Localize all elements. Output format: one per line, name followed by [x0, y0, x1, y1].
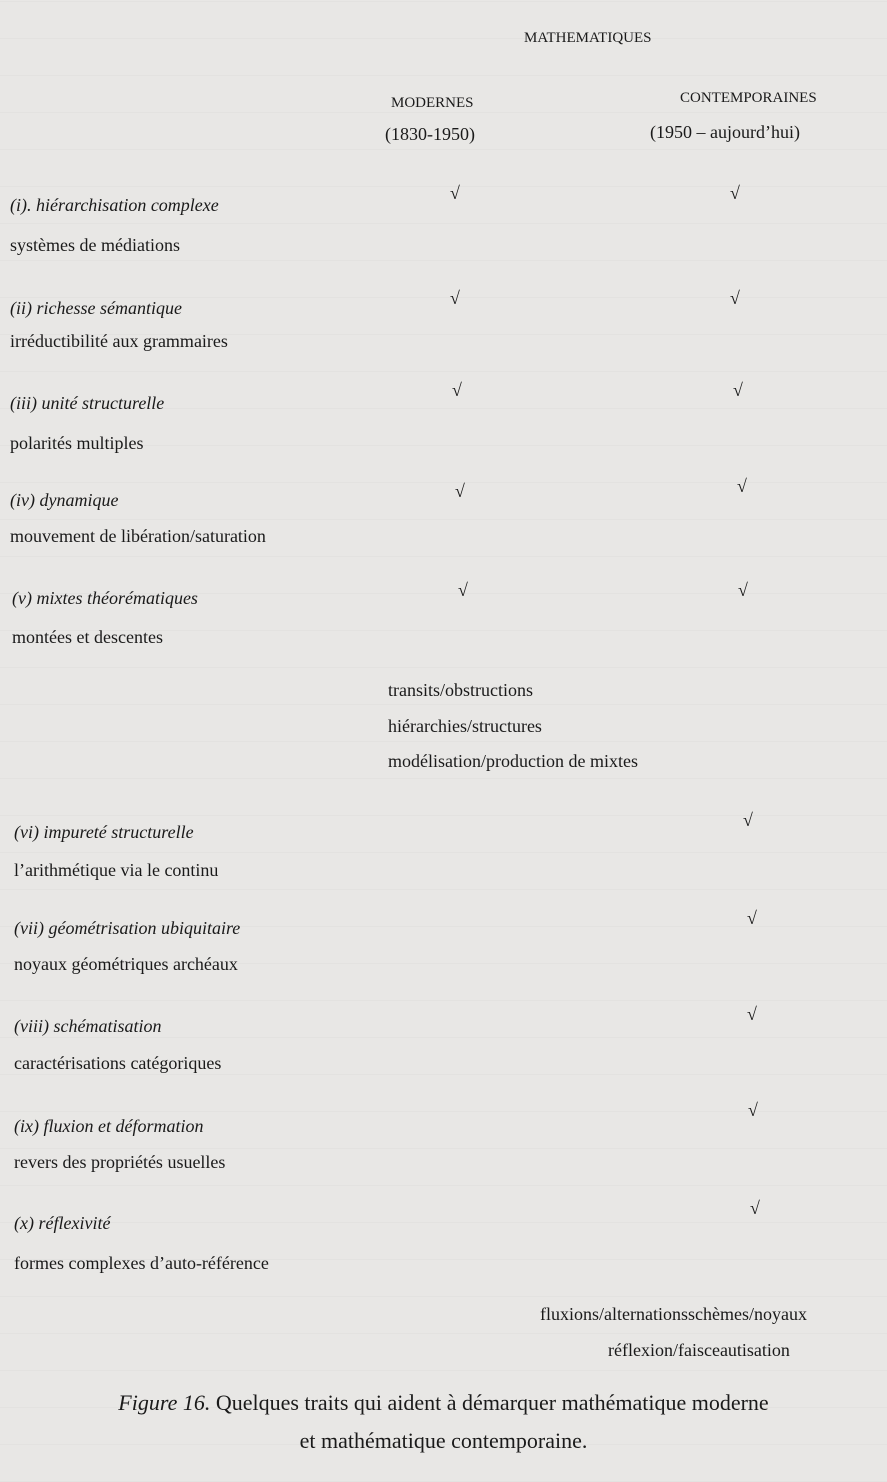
- feature-description: systèmes de médiations: [10, 235, 180, 255]
- check-mark-modernes: √: [458, 580, 468, 600]
- check-mark-modernes: √: [450, 288, 460, 308]
- feature-description: formes complexes d’auto-référence: [14, 1253, 269, 1273]
- check-mark-contemporaines: √: [748, 1100, 758, 1120]
- check-mark-contemporaines: √: [747, 908, 757, 928]
- caption-text: Quelques traits qui aident à démarquer mathématique moderne: [210, 1390, 769, 1415]
- feature-label: (i). hiérarchisation complexe: [10, 195, 219, 215]
- note: réflexion/faisceautisation: [608, 1340, 790, 1360]
- check-mark-contemporaines: √: [730, 183, 740, 203]
- feature-label: (x) réflexivité: [14, 1213, 111, 1233]
- feature-description: mouvement de libération/saturation: [10, 526, 266, 546]
- figure-label: Figure 16.: [118, 1390, 211, 1415]
- check-mark-contemporaines: √: [747, 1004, 757, 1024]
- check-mark-contemporaines: √: [738, 580, 748, 600]
- feature-description: revers des propriétés usuelles: [14, 1152, 226, 1172]
- check-mark-modernes: √: [450, 183, 460, 203]
- feature-description: montées et descentes: [12, 627, 163, 647]
- figure-caption-line1: [0, 1390, 887, 1416]
- check-mark-contemporaines: √: [730, 288, 740, 308]
- check-mark-contemporaines: √: [750, 1198, 760, 1218]
- feature-label: (viii) schématisation: [14, 1016, 162, 1036]
- feature-description: noyaux géométriques archéaux: [14, 954, 238, 974]
- feature-label: (vi) impureté structurelle: [14, 822, 194, 842]
- check-mark-contemporaines: √: [743, 810, 753, 830]
- note: fluxions/alternationsschèmes/noyaux: [540, 1304, 807, 1324]
- note: hiérarchies/structures: [388, 716, 542, 736]
- column-header-contemporaines: CONTEMPORAINES: [680, 90, 817, 106]
- feature-label: (ii) richesse sémantique: [10, 298, 182, 318]
- table-title: MATHEMATIQUES: [524, 30, 652, 46]
- feature-description: caractérisations catégoriques: [14, 1053, 222, 1073]
- check-mark-modernes: √: [452, 380, 462, 400]
- figure-caption-line2: et mathématique contemporaine.: [299, 1428, 588, 1453]
- feature-description: polarités multiples: [10, 433, 144, 453]
- feature-label: (iv) dynamique: [10, 490, 119, 510]
- feature-description: l’arithmétique via le continu: [14, 860, 219, 880]
- note: transits/obstructions: [388, 680, 533, 700]
- feature-label: (v) mixtes théorématiques: [12, 588, 198, 608]
- column-period-modernes: (1830-1950): [385, 124, 475, 144]
- feature-description: irréductibilité aux grammaires: [10, 331, 228, 351]
- column-period-contemporaines: (1950 – aujourd’hui): [650, 122, 800, 142]
- feature-label: (iii) unité structurelle: [10, 393, 165, 413]
- note: modélisation/production de mixtes: [388, 751, 638, 771]
- check-mark-modernes: √: [455, 481, 465, 501]
- check-mark-contemporaines: √: [733, 380, 743, 400]
- feature-label: (ix) fluxion et déformation: [14, 1116, 204, 1136]
- feature-label: (vii) géométrisation ubiquitaire: [14, 918, 241, 938]
- column-header-modernes: MODERNES: [391, 95, 474, 111]
- check-mark-contemporaines: √: [737, 476, 747, 496]
